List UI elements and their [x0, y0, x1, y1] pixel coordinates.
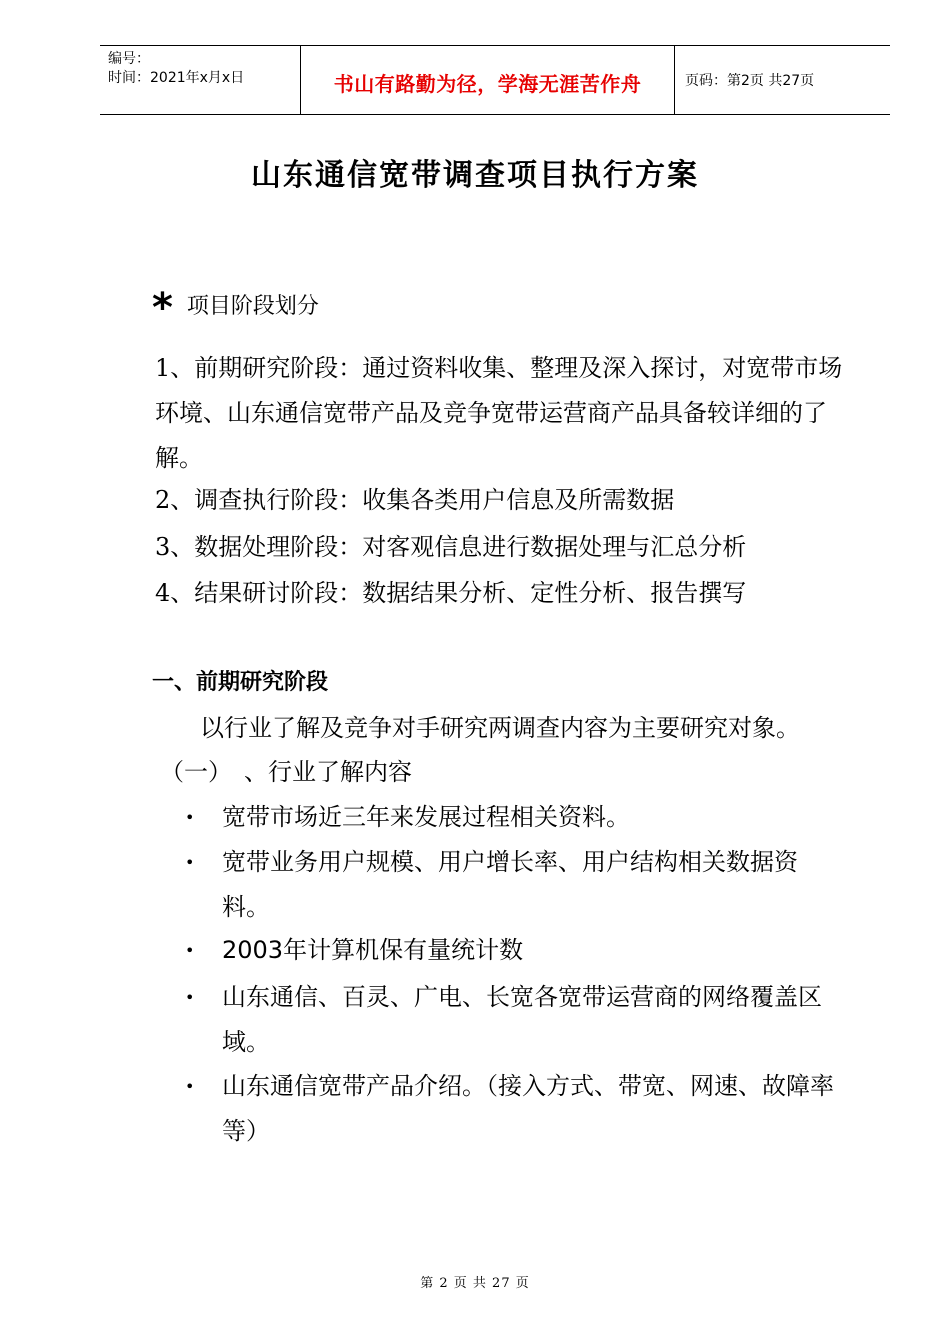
phase-section-heading: [152, 284, 319, 331]
list-item: [185, 840, 845, 930]
list-item-text: 宽带业务用户规模、用户增长率、用户结构相关数据资料。: [222, 848, 798, 921]
header-meta: [100, 46, 301, 114]
phase-item: 3、数据处理阶段：对客观信息进行数据处理与汇总分析: [155, 533, 747, 561]
list-item: [185, 928, 845, 973]
section-one-heading: 一、前期研究阶段: [152, 670, 329, 695]
bullet-icon: •: [185, 988, 195, 1007]
phase-item: 2、调查执行阶段：收集各类用户信息及所需数据: [155, 486, 675, 514]
phase-item: 4、结果研讨阶段：数据结果分析、定性分析、报告撰写: [155, 579, 747, 607]
page-footer: 第 2 页 共 27 页: [420, 1276, 530, 1291]
bullet-icon: •: [185, 1077, 195, 1096]
phase-item: 1、前期研究阶段：通过资料收集、整理及深入探讨，对宽带市场环境、山东通信宽带产品及竞争宽带运营商产品具备较详细的了解。: [155, 354, 843, 472]
header-page-number: 页码：第2页 共27页: [685, 73, 815, 89]
document-number-label: 编号：: [108, 51, 150, 67]
bullet-icon: •: [185, 941, 195, 960]
list-item-text: 宽带市场近三年来发展过程相关资料。: [222, 803, 630, 831]
list-item: [185, 795, 845, 840]
section-one-subheading: （一） 、行业了解内容: [160, 758, 412, 786]
header-motto: 书山有路勤为径，学海无涯苦作舟: [333, 71, 642, 96]
bullet-icon: •: [185, 853, 195, 872]
list-item-text: 2003年计算机保有量统计数: [222, 936, 524, 964]
phase-section-title: 项目阶段划分: [186, 293, 319, 319]
list-item: [185, 1064, 845, 1154]
header-page-cell: [675, 46, 890, 114]
header-motto-cell: [301, 46, 675, 114]
star-marker: *: [152, 285, 173, 331]
page-header: [100, 45, 890, 115]
document-date-label: 时间：2021年x月x日: [108, 70, 245, 86]
list-item-text: 山东通信、百灵、广电、长宽各宽带运营商的网络覆盖区域。: [222, 983, 822, 1056]
section-one-intro: 以行业了解及竞争对手研究两调查内容为主要研究对象。: [200, 714, 800, 742]
bullet-icon: •: [185, 808, 195, 827]
document-title: 山东通信宽带调查项目执行方案: [251, 158, 699, 193]
list-item: [185, 975, 845, 1065]
list-item-text: 山东通信宽带产品介绍。（接入方式、带宽、网速、故障率等）: [222, 1072, 834, 1145]
